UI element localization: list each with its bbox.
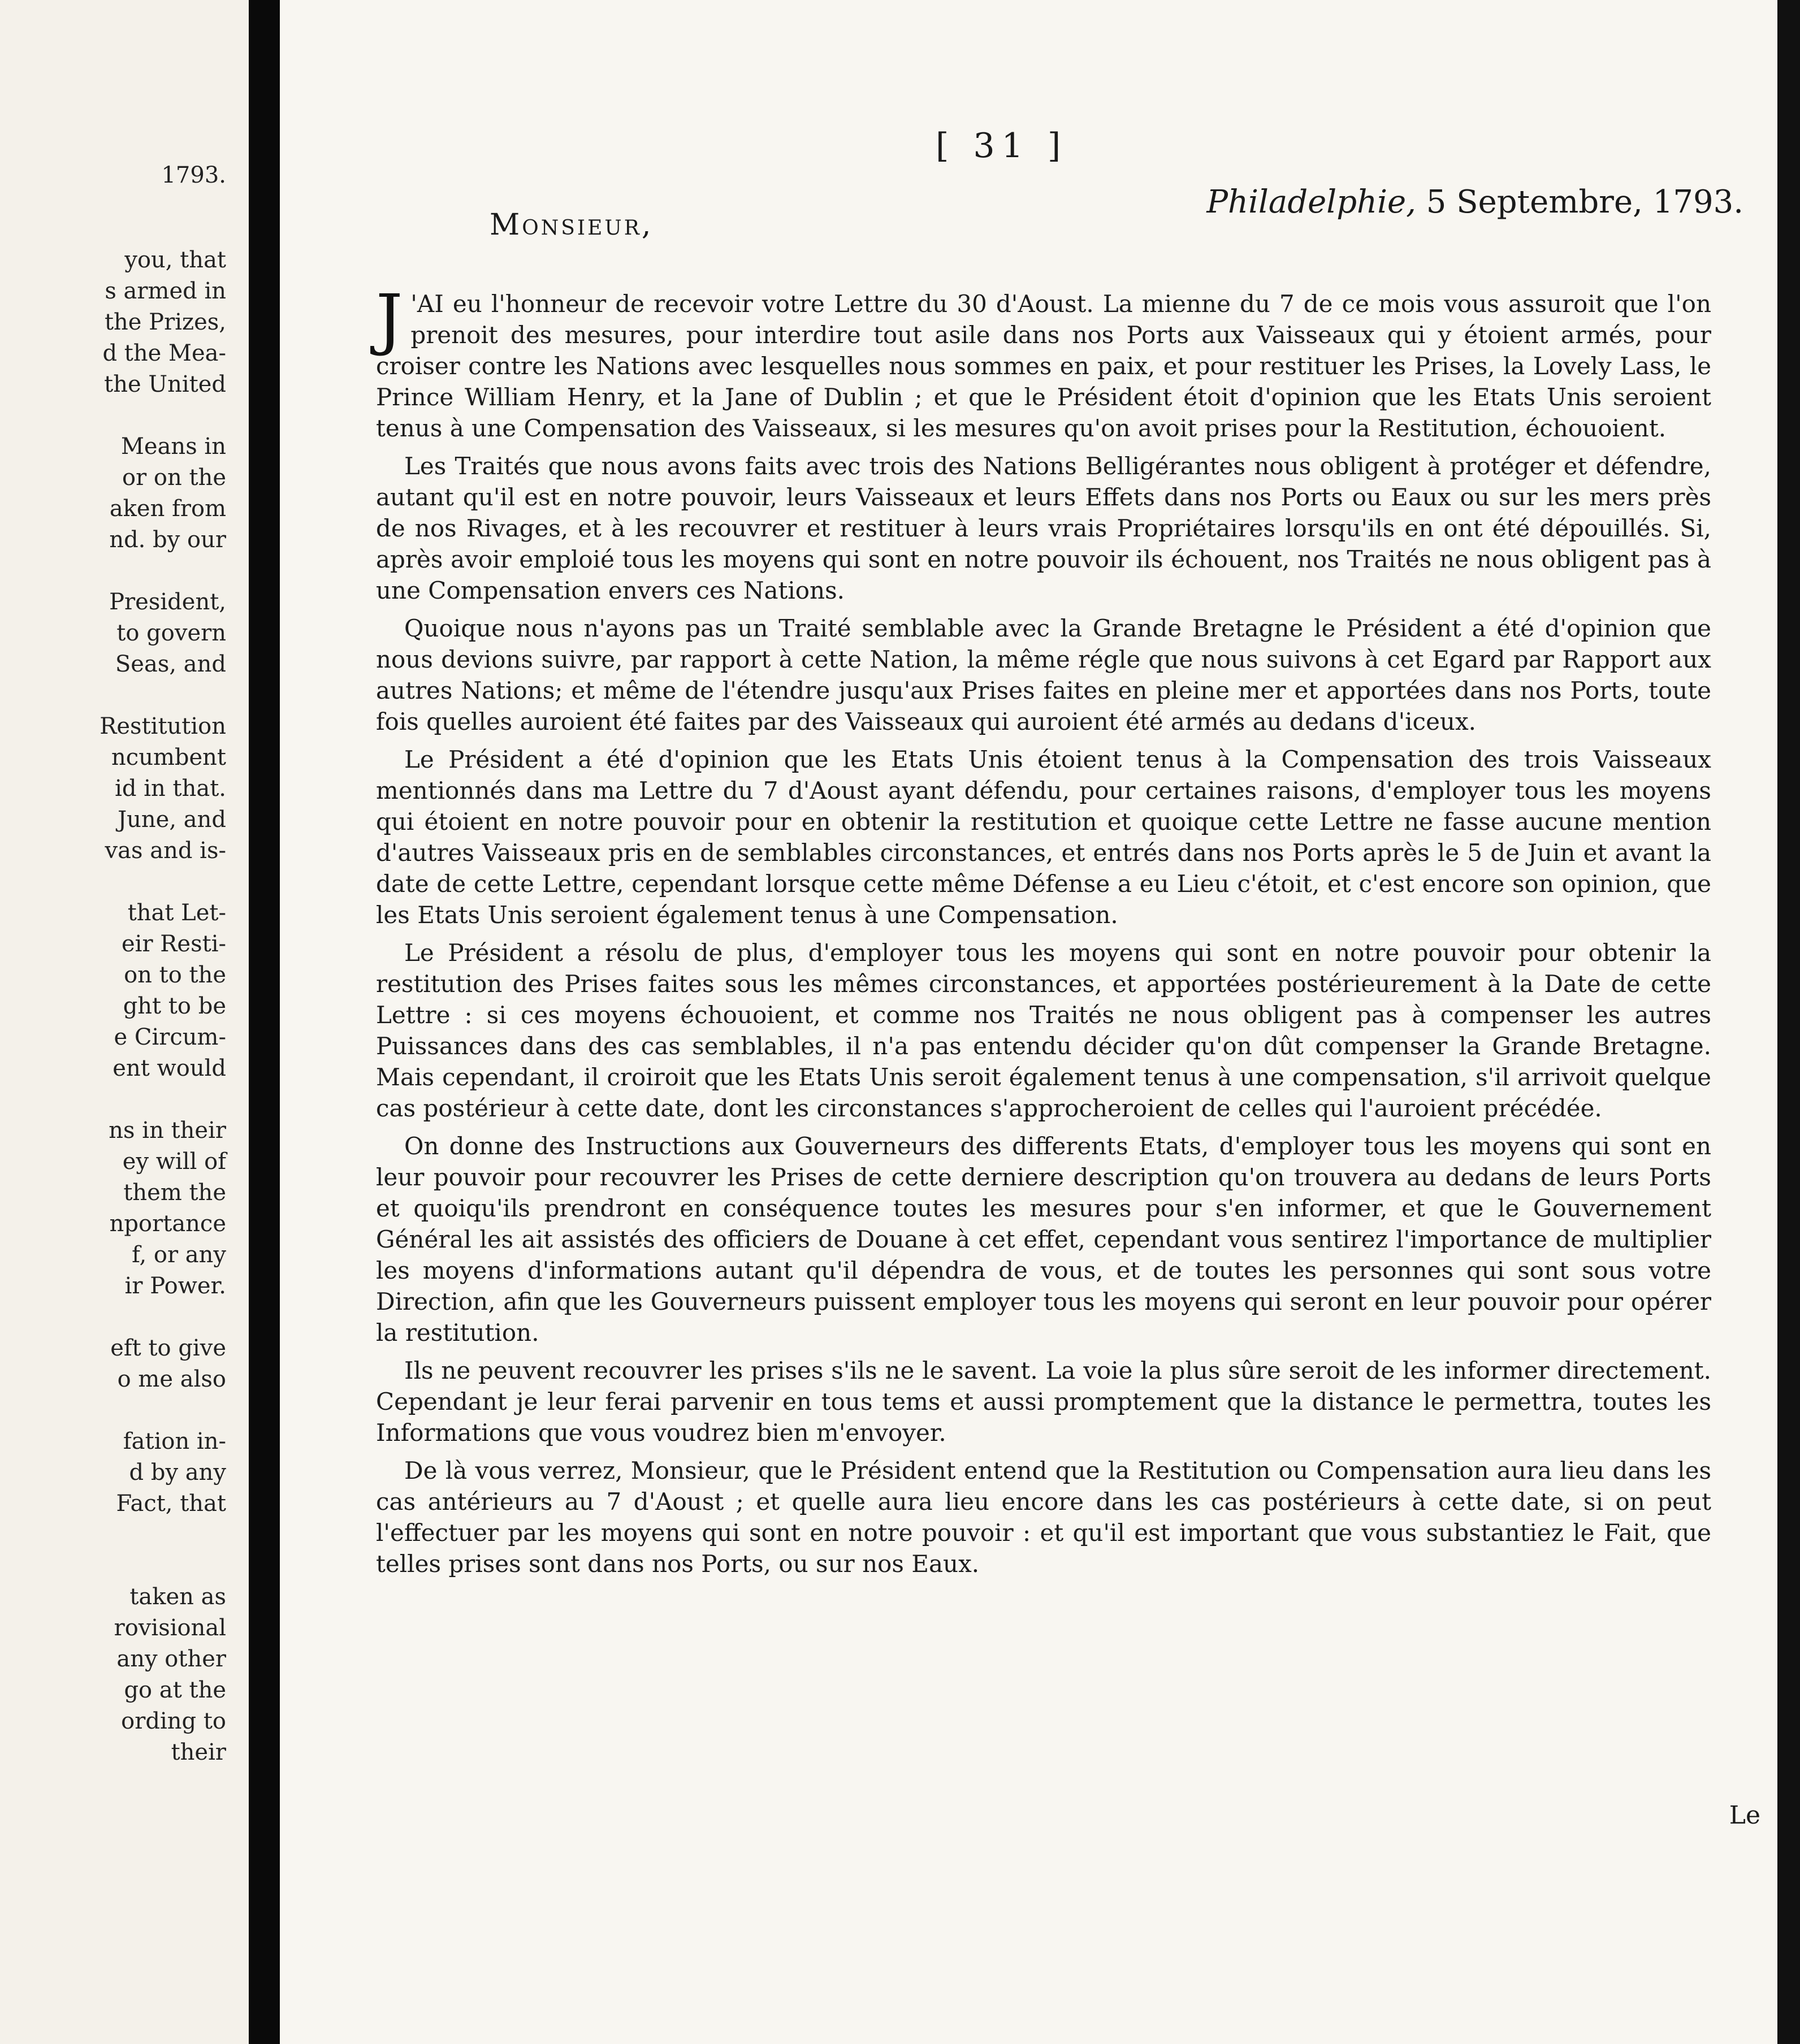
left-page-line: to govern [116,620,226,646]
paragraph-8: De là vous verrez, Monsieur, que le Président entend que la Restitution ou Compensation aura lieu dans les cas antérieurs au 7 d'Aoust ; et quelle aura lieu encore dans les cas postérieurs à cette date, si on peut l'effectuer par les moyens qui sont en notre pouvoir : et qu'il est important que vous substantiez le Fait, que telles prises sont dans nos Ports, ou sur nos Eaux. [376,1457,1711,1578]
left-page-line: eft to give [110,1335,226,1361]
left-page-line: eir Resti- [122,931,226,957]
left-page-line: ir Power. [124,1273,226,1299]
left-page-line: any other [116,1646,226,1672]
left-page-line: you, that [124,247,226,273]
left-page-line: d by any [129,1460,226,1486]
left-page-line: ns in their [109,1118,226,1144]
page-edge [1777,0,1800,2044]
left-page-line: aken from [109,496,226,522]
left-page-line: 1793. [161,162,226,188]
left-page-line: taken as [129,1584,226,1610]
left-page-line: ncumbent [111,744,226,770]
left-page-line: fation in- [123,1428,226,1454]
left-page-line: Means in [120,434,226,460]
left-page-line: Restitution [99,713,226,739]
left-page-line: id in that. [115,776,226,802]
left-page-line: nportance [109,1211,226,1237]
paragraph-2: Les Traités que nous avons faits avec trois des Nations Belligérantes nous obligent à protéger et défendre, autant qu'il est en notre pouvoir, leurs Vaisseaux et leurs Effets dans nos Ports ou Eaux ou sur les mers près de nos Rivages, et à les recouvrer et restituer à leurs vrais Propriétaires lorsqu'ils en ont été dépouillés. Si, après avoir emploié tous les moyens qui sont en notre pouvoir ils échouent, nos Traités ne nous obligent pas à une Compensation envers ces Nations. [376,452,1711,604]
dateline-place: Philadelphie, [1206,184,1416,220]
left-page-line: Fact, that [116,1491,226,1517]
catchword: Le [1729,1801,1760,1830]
book-gutter [249,0,280,2044]
left-page-line: the Prizes, [104,309,226,335]
letter-body [376,280,1711,1586]
left-page-line: ent would [112,1055,226,1081]
dateline [1206,184,1743,220]
left-page-fragment [0,0,249,2044]
paragraph-3: Quoique nous n'ayons pas un Traité semblable avec la Grande Bretagne le Président a été d'opinion que nous devions suivre, par rapport à cette Nation, la même régle que nous suivons à cet Egard par Rapport aux autres Nations; et même de l'étendre jusqu'aux Prises faites en pleine mer et apportées dans nos Ports, toute fois quelles auroient été faites par des Vaisseaux qui auroient été armés au dedans d'iceux. [376,614,1711,735]
left-page-line: rovisional [114,1615,226,1641]
left-page-line: them the [123,1180,226,1206]
left-page-line: Seas, and [115,651,226,677]
paragraph-4: Le Président a été d'opinion que les Etats Unis étoient tenus à la Compensation des trois Vaisseaux mentionnés dans ma Lettre du 7 d'Aoust ayant défendu, pour certaines raisons, d'employer tous les moyens qui étoient en notre pouvoir pour en obtenir la restitution et quoique cette Lettre ne fasse aucune mention d'autres Vaisseaux pris en de semblables circonstances, et entrés dans nos Ports après le 5 de Juin et avant la date de cette Lettre, cependant lorsque cette même Défense a eu Lieu c'étoit, et c'est encore son opinion, que les Etats Unis seroient également tenus à une Compensation. [376,746,1711,929]
left-page-line: f, or any [132,1242,226,1268]
left-page-line: that Let- [127,900,226,926]
left-page-line: or on the [122,465,226,491]
left-page-line: their [171,1739,226,1765]
left-page-line: President, [109,589,226,615]
left-page-line: June, and [118,807,226,833]
right-page [280,0,1777,2044]
left-page-line: vas and is- [105,838,226,864]
paragraph-1-text: 'AI eu l'honneur de recevoir votre Lettre du 30 d'Aoust. La mienne du 7 de ce mois vous assuroit que l'on prenoit des mesures, pour interdire tout asile dans nos Ports aux Vaisseaux qui y étoient armés, pour croiser contre les Nations avec lesquelles nous sommes en paix, et pour restituer les Prises, la Lovely Lass, le Prince William Henry, et la Jane of Dublin ; et que le Président étoit d'opinion que les Etats Unis seroient tenus à une Compensation des Vaisseaux, si les mesures qu'on avoit prises pour la Restitution, échouoient. [376,290,1711,442]
left-page-line: ght to be [123,993,226,1019]
paragraph-1 [376,280,1711,444]
drop-cap: J [376,280,403,358]
left-page-line: nd. by our [109,527,226,553]
dateline-date: 5 Septembre, 1793. [1426,184,1743,220]
salutation-heading: Monsieur, [490,208,654,242]
left-page-line: ey will of [122,1149,226,1175]
left-page-line: o me also [117,1366,226,1392]
left-page-line: d the Mea- [102,340,226,366]
paragraph-6: On donne des Instructions aux Gouverneurs des differents Etats, d'employer tous les moyens qui sont en leur pouvoir pour recouvrer les Prises de cette derniere description qu'on trouvera au dedans de leurs Ports et quoiqu'ils prendront en conséquence toutes les mesures pour s'en informer, et que le Gouvernement Général les ait assistés des officiers de Douane à cet effet, cependant vous sentirez l'importance de multiplier les moyens d'informations autant qu'il dépendra de vous, et de toutes les personnes qui sont sous votre Direction, afin que les Gouverneurs puissent employer tous les moyens qui seront en leur pouvoir pour opérer la restitution. [376,1132,1711,1346]
left-page-line: s armed in [105,278,226,304]
left-page-line: on to the [124,962,226,988]
paragraph-7: Ils ne peuvent recouvrer les prises s'ils ne le savent. La voie la plus sûre seroit de les informer directement. Cependant je leur ferai parvenir en tous tems et aussi promptement que la distance le permettra, toutes les Informations que vous voudrez bien m'envoyer. [376,1357,1711,1447]
paragraph-5: Le Président a résolu de plus, d'employer tous les moyens qui sont en notre pouvoir pour obtenir la restitution des Prises faites sous les mêmes circonstances, et apportées postérieurement à la Date de cette Lettre : si ces moyens échouoient, et comme nos Traités ne nous obligent pas à compenser les autres Puissances dans des cas semblables, il n'a pas entendu décider qu'on dût compenser la Grande Bretagne. Mais cependant, il croiroit que les Etats Unis seroit également tenus à une compensation, s'il arrivoit quelque cas postérieur à cette date, dont les circonstances s'approcheroient de celles qui l'auroient précédée. [376,939,1711,1122]
left-page-line: go at the [124,1677,226,1703]
left-page-line: the United [104,371,226,397]
left-page-line: ording to [121,1708,226,1734]
left-page-line: e Circum- [114,1024,226,1050]
page-number: [ 31 ] [936,126,1068,166]
